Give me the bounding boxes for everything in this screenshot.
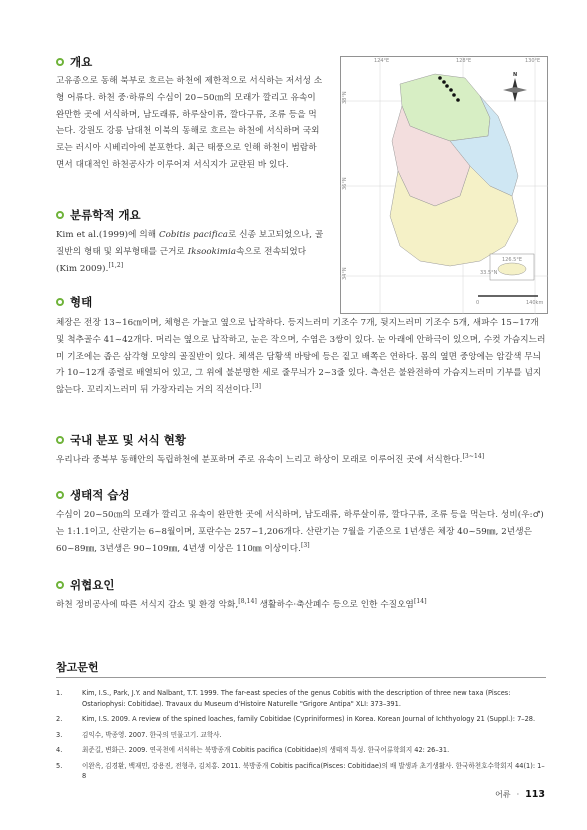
lat-label: 36°N [342, 177, 348, 190]
reference-item: 1. Kim, I.S., Park, J.Y. and Nalbant, T.T. 1999. The far-east species of the genus Cobitis with the description of three new taxa (Pisces: Ostariophysi: Cobitidae). Travaux du Museum d'Histoire Naturelle "Grigore Antipa" XLI: 373–391. [56, 689, 511, 708]
inset-lat-label: 33.5°N [480, 270, 498, 276]
references-divider [56, 677, 546, 678]
scale-start: 0 [476, 300, 480, 306]
distribution-map [340, 56, 548, 314]
citation: [3] [300, 541, 310, 549]
bullet-icon [56, 58, 64, 66]
inset-lon-label: 126.5°E [502, 257, 522, 263]
scale-end: 140km [526, 300, 544, 306]
morphology-text: 체장은 전장 13~16㎝이며, 체형은 가늘고 옆으로 납작하다. 등지느러미 기조수 7개, 뒷지느러미 기조수 5개, 새파수 15~17개 및 척추골수 41~42개다. 머리는 옆으로 납작하고, 눈은 작으며, 수염은 3쌍이 있다. 눈 아래에 안하극이 있으며, 수컷 가슴지느러미 기조에는 좁은 삼각형 모양의 골질반이 있다. 체색은 담황색 바탕에 등은 짙고 배쪽은 연하다. 몸의 옆면 중앙에는 암갈색 무늬가 10~12개 종렬로 배열되어 있고, 그 위에 불분명한 세로 줄무늬가 2~3줄 있다. 측선은 불완전하여 가슴지느러미 기부를 넘지 않는다. 꼬리지느러미 뒤 가장자리는 거의 직선이다.[3] [56, 318, 546, 396]
reference-item: 3. 김익수, 박종영. 2007. 한국의 민물고기. 교학사. [56, 730, 222, 739]
taxonomy-text: Kim et al.(1999)에 의해 Cobitis pacifica로 신종 보고되었으나, 골질반의 형태 및 외부형태를 근거로 Iksookimia속으로 전속되었다(Kim 2009).[1,2] [56, 230, 324, 274]
citation: [8,14] [238, 598, 257, 606]
citation: [1,2] [108, 261, 124, 269]
distribution-text: 우리나라 중북부 동해안의 독립하천에 분포하며 주로 유속이 느리고 하상이 모래로 이루어진 곳에 서식한다.[3~14] [56, 453, 485, 465]
lon-label: 130°E [525, 58, 541, 64]
reference-item: 4. 최준길, 변화근. 2009. 연곡천에 서식하는 북방종개 Cobitis pacifica (Cobitidae)의 생태적 특성. 한국어류학회지 42: 26–31. [56, 746, 450, 754]
overview-text: 고유종으로 동해 북부로 흐르는 하천에 제한적으로 서식하는 저서성 소형 어류다. 하천 중·하류의 수심이 20~50㎝의 모래가 깔리고 유속이 완만한 곳에 서식하며, 남도래류, 하루살이류, 깔다구류, 조류 등을 먹는다. 강원도 강릉 남대천 이북의 동해로 흐르는 하천에 서식하며 국외로는 러시아 시베리아에 분포한다. 최근 태풍으로 인해 하천이 범람하면서 대대적인 하천공사가 이루어져 서식지가 교란된 바 있다. [56, 76, 323, 170]
bullet-icon [56, 436, 64, 444]
threats-text: 하천 정비공사에 따른 서식지 감소 및 환경 악화,[8,14] 생활하수·축산폐수 등으로 인한 수질오염[14] [56, 598, 427, 610]
lat-label: 38°N [342, 91, 348, 104]
species-name: Cobitis pacifica [158, 230, 228, 240]
page-number: 113 [525, 789, 545, 800]
jeju-island [498, 263, 526, 275]
lon-label: 124°E [374, 58, 390, 64]
citation: [14] [413, 598, 427, 606]
citation: [3~14] [462, 453, 485, 461]
references-title: 참고문헌 [56, 661, 99, 674]
citation: [3] [252, 383, 262, 391]
bullet-icon [56, 211, 64, 219]
section-title-threats: 위협요인 [56, 577, 114, 593]
reference-item: 2. Kim, I.S. 2009. A review of the spined loaches, family Cobitidae (Cypriniformes) in Korea. Korean Journal of Ichthyology 21 (Suppl.): 7–28. [56, 715, 536, 723]
bullet-icon [56, 491, 64, 499]
bullet-icon [56, 298, 64, 306]
svg-text:N: N [513, 72, 518, 78]
ecology-text: 수심이 20~50㎝의 모래가 깔리고 유속이 완만한 곳에 서식하며, 남도래류, 하루살이류, 깔다구류, 조류 등을 먹는다. 성비(우:♂)는 1:1.1이고, 산란기는 6~8월이며, 포란수는 257~1,206개다. 산란기는 7월을 기준으로 1년생은 체장 40~59㎜, 2년생은 60~89㎜, 3년생은 90~109㎜, 4년생 이상은 110㎜ 이상이다.[3] [56, 510, 544, 554]
bullet-icon [56, 581, 64, 589]
section-title-ecology: 생태적 습성 [56, 487, 130, 503]
section-title-morphology: 형태 [56, 294, 92, 310]
lon-label: 128°E [456, 58, 472, 64]
lat-label: 34°N [342, 267, 348, 280]
section-title-overview: 개요 [56, 54, 92, 70]
footer-section: 어류 [495, 790, 511, 799]
section-title-distribution: 국내 분포 및 서식 현황 [56, 432, 186, 448]
page-footer [495, 789, 545, 800]
references-list [56, 688, 546, 787]
section-title-taxonomy: 분류학적 개요 [56, 207, 141, 223]
genus-name: Iksookimia [187, 246, 237, 257]
reference-item: 5. 이완옥, 김경환, 백재민, 강용진, 전형주, 김치홍. 2011. 북방종개 Cobitis pacifica(Pisces: Cobitidae)의 배 발생과 초기생활사. 한국하천호수학회지 44(1): 1–8 [56, 761, 545, 780]
footer-separator: · [516, 790, 520, 799]
